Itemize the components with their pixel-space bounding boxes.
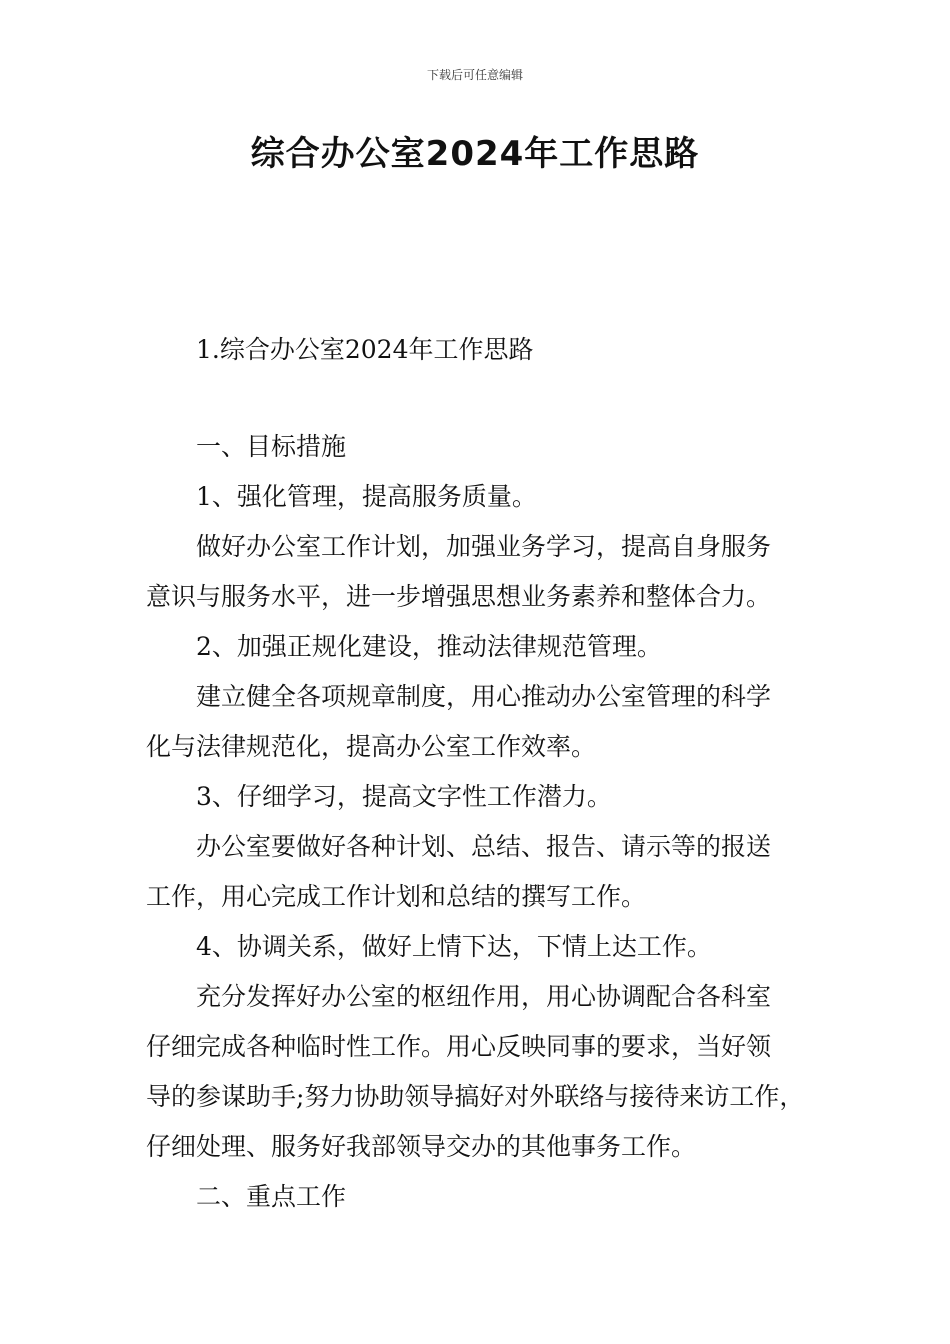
item-heading-1: 1、强化管理，提高服务质量。 [196, 482, 537, 511]
document-title: 综合办公室2024年工作思路 [250, 134, 700, 174]
header-note: 下载后可任意编辑 [426, 68, 523, 82]
paragraph-line: 仔细完成各种临时性工作。用心反映同事的要求，当好领 [146, 1032, 772, 1061]
item-heading-3: 3、仔细学习，提高文字性工作潜力。 [196, 782, 612, 811]
paragraph-line: 仔细处理、服务好我部领导交办的其他事务工作。 [146, 1132, 697, 1161]
item-heading-4: 4、协调关系，做好上情下达，下情上达工作。 [196, 932, 712, 961]
paragraph-line: 意识与服务水平，进一步增强思想业务素养和整体合力。 [146, 582, 772, 611]
section-heading-1: 1.综合办公室2024年工作思路 [196, 335, 534, 364]
item-heading-2: 2、加强正规化建设，推动法律规范管理。 [196, 632, 662, 661]
paragraph-line: 做好办公室工作计划，加强业务学习，提高自身服务 [196, 532, 772, 561]
paragraph-line: 建立健全各项规章制度，用心推动办公室管理的科学 [196, 682, 772, 711]
paragraph-line: 办公室要做好各种计划、总结、报告、请示等的报送 [196, 832, 772, 861]
paragraph-line: 导的参谋助手;努力协助领导搞好对外联络与接待来访工作， [146, 1082, 805, 1111]
section-heading-goals: 一、目标措施 [196, 432, 347, 461]
paragraph-line: 充分发挥好办公室的枢纽作用，用心协调配合各科室 [196, 982, 772, 1011]
paragraph-line: 化与法律规范化，提高办公室工作效率。 [146, 732, 597, 761]
paragraph-line: 工作，用心完成工作计划和总结的撰写工作。 [146, 882, 647, 911]
section-heading-key-work: 二、重点工作 [196, 1182, 347, 1211]
